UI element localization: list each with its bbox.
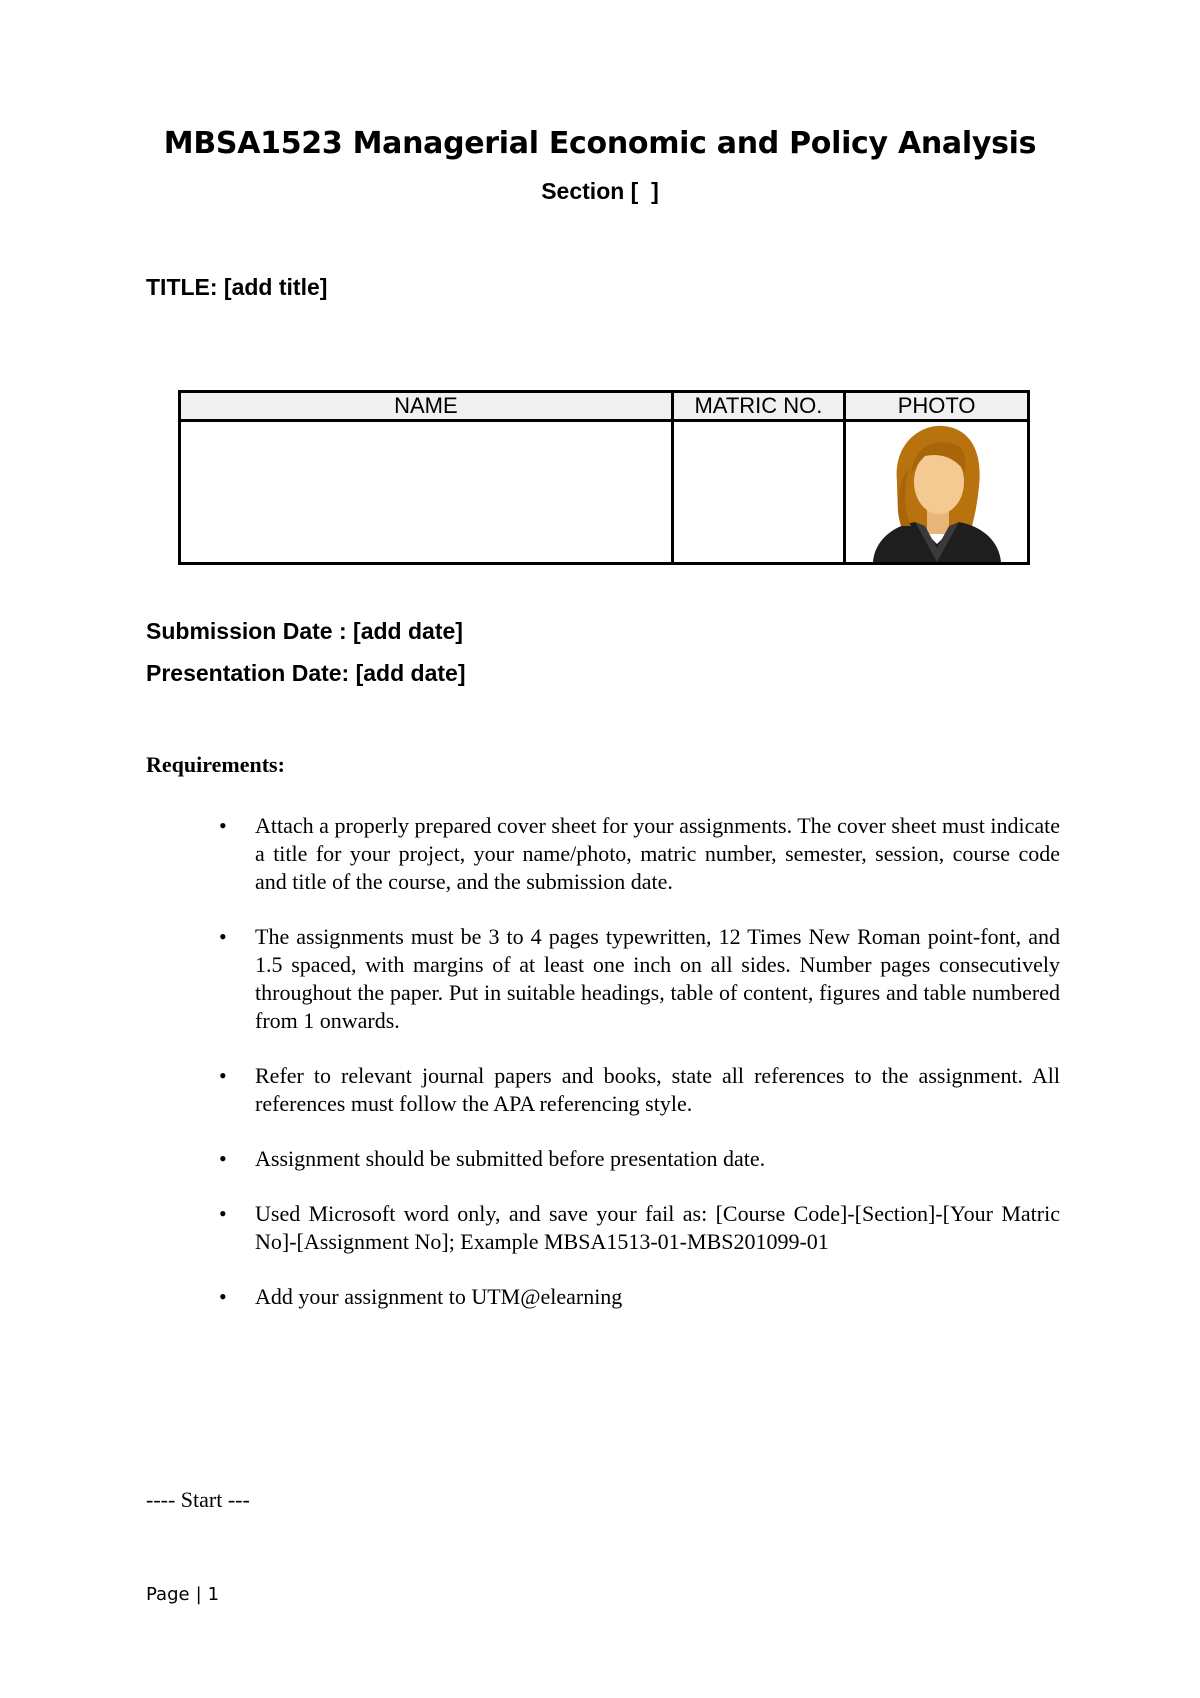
requirement-text: Add your assignment to UTM@elearning [255, 1284, 623, 1309]
name-cell[interactable] [180, 421, 673, 564]
assignment-title: TITLE: [add title] [146, 274, 328, 300]
presentation-date: Presentation Date: [add date] [146, 660, 466, 686]
female-avatar-icon [867, 422, 1007, 562]
requirement-text: Attach a properly prepared cover sheet for your assignments. The cover sheet must indicate a title for your project, your name/photo, matric number, semester, session, course code and title of the course, and the submission date. [255, 813, 1060, 894]
photo-cell [845, 421, 1029, 564]
footer-separator: | [195, 1584, 202, 1605]
requirements-heading: Requirements: [146, 752, 285, 777]
bullet-icon: • [219, 924, 227, 949]
photo-column-header: PHOTO [845, 392, 1029, 421]
page-number: 1 [207, 1584, 220, 1605]
table-row [180, 421, 1029, 564]
list-item [146, 923, 1060, 1035]
requirement-text: The assignments must be 3 to 4 pages typewritten, 12 Times New Roman point-font, and 1.5 spaced, with margins of at least one inch on all sides. Number pages consecutively throughout the paper. Put in suitable headings, table of content, figures and table numbered from 1 onwards. [255, 924, 1060, 1033]
submission-date: Submission Date : [add date] [146, 618, 463, 644]
matric-column-header: MATRIC NO. [672, 392, 845, 421]
requirement-text: Refer to relevant journal papers and books, state all references to the assignment. All references must follow the APA referencing style. [255, 1063, 1060, 1116]
page-footer [146, 1584, 219, 1605]
start-marker: ---- Start --- [146, 1487, 250, 1512]
section-label: Section [ ] [541, 178, 659, 204]
requirement-text: Assignment should be submitted before presentation date. [255, 1146, 766, 1171]
matric-cell[interactable] [672, 421, 845, 564]
bullet-icon: • [219, 1146, 227, 1171]
bullet-icon: • [219, 1284, 227, 1309]
bullet-icon: • [219, 813, 227, 838]
requirements-list [146, 812, 1060, 1338]
list-item [146, 1145, 1060, 1173]
list-item [146, 812, 1060, 896]
course-title: MBSA1523 Managerial Economic and Policy Analysis [163, 126, 1037, 161]
page-label: Page [146, 1584, 190, 1605]
requirement-text: Used Microsoft word only, and save your fail as: [Course Code]-[Section]-[Your Matric No]-[Assignment No]; Example MBSA1513-01-MBS201099-01 [255, 1201, 1060, 1254]
student-info-table [178, 390, 1030, 565]
name-column-header: NAME [180, 392, 673, 421]
bullet-icon: • [219, 1201, 227, 1226]
list-item [146, 1200, 1060, 1256]
list-item [146, 1062, 1060, 1118]
bullet-icon: • [219, 1063, 227, 1088]
table-header-row [180, 392, 1029, 421]
list-item [146, 1283, 1060, 1311]
